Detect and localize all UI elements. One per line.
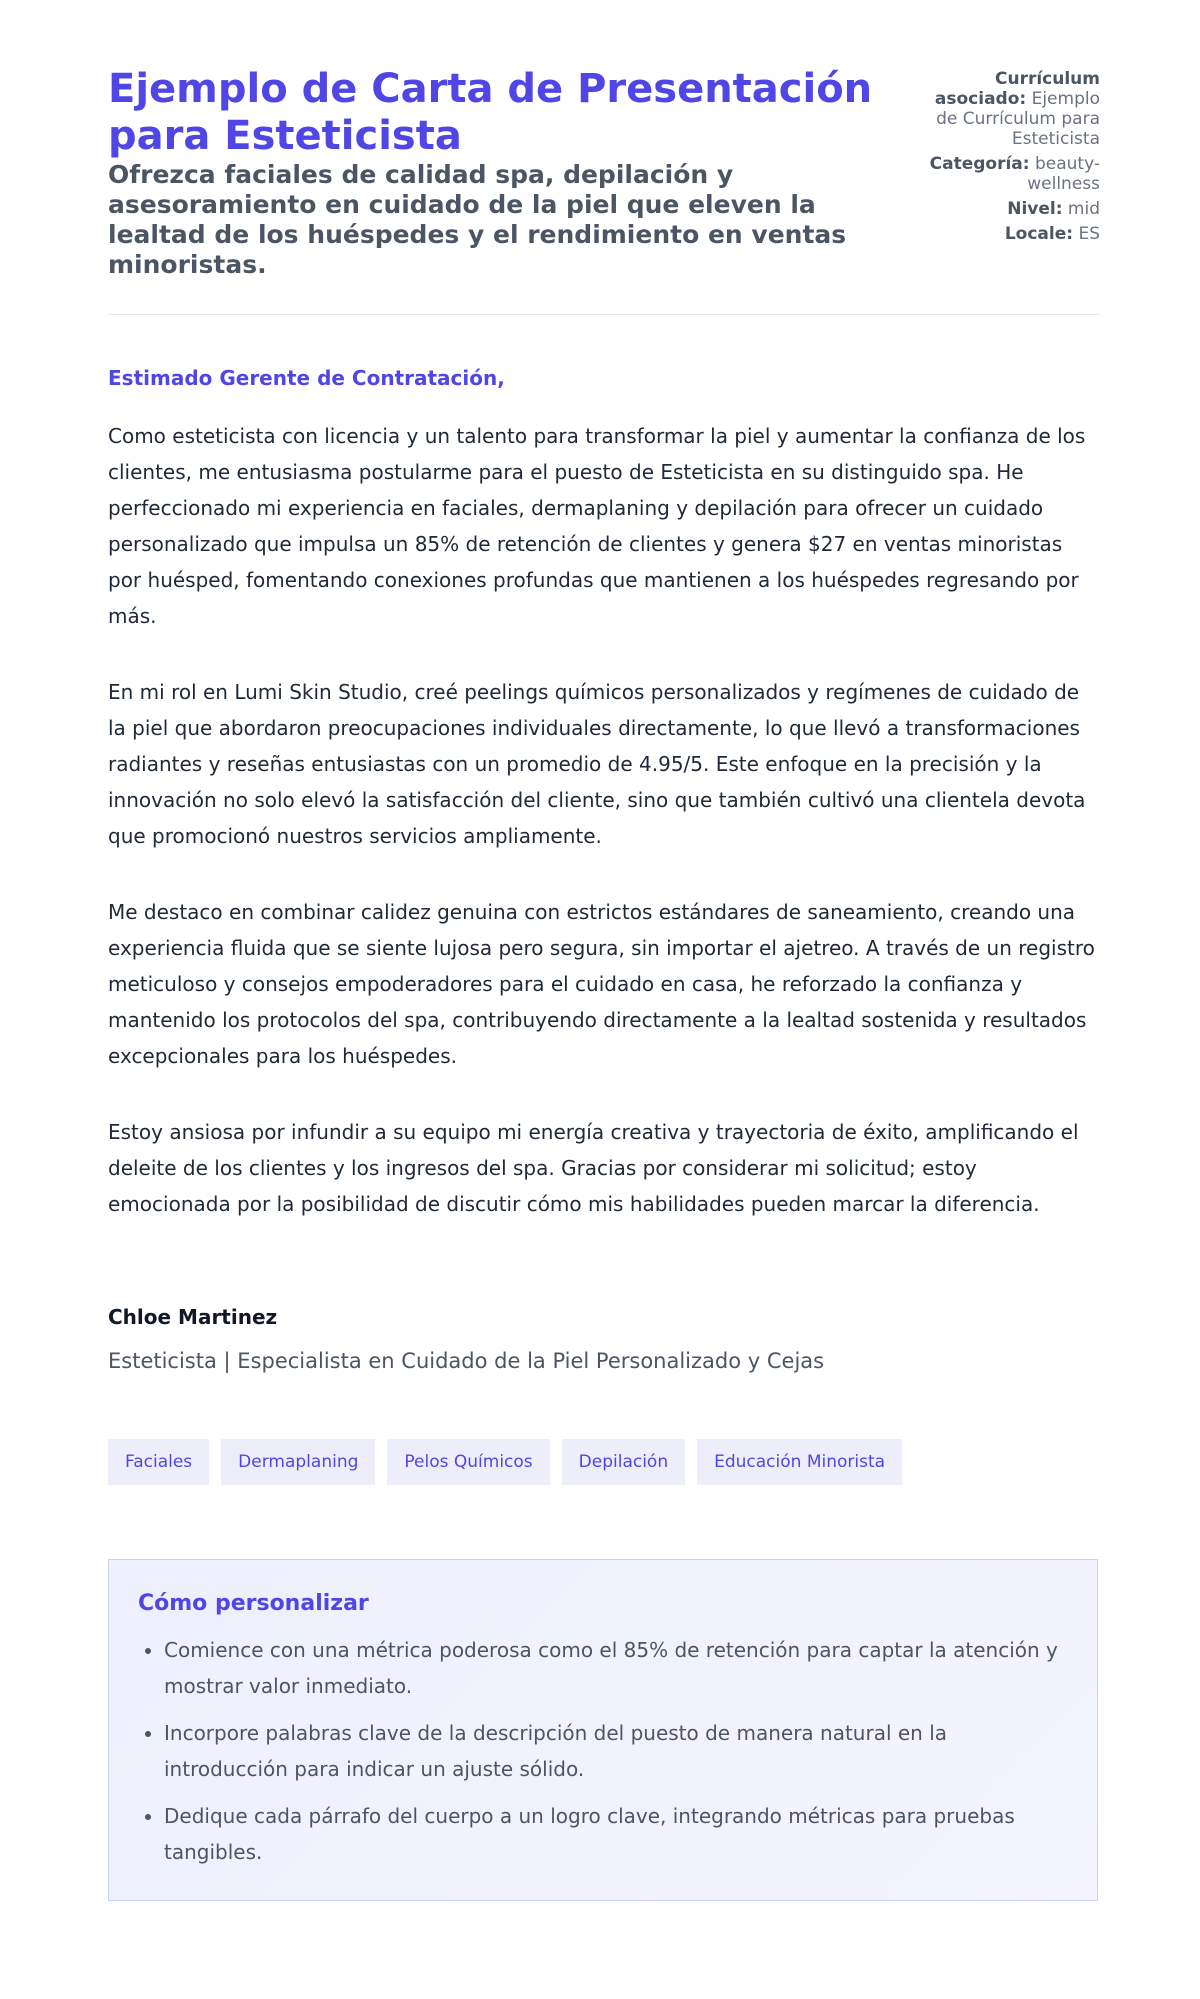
- letter-paragraph: En mi rol en Lumi Skin Studio, creé peelings químicos personalizados y regímenes de cuidado de la piel que abordaron preocupaciones individuales directamente, lo que llevó a transformaciones radiantes y reseñas entusiastas con un promedio de 4.95/5. Este enfoque en la precisión y la innovación no solo elevó la satisfacción del cliente, sino que también cultivó una clientela devota que promocionó nuestros servicios ampliamente.: [108, 680, 1086, 848]
- letter-paragraph: Como esteticista con licencia y un talento para transformar la piel y aumentar la confianza de los clientes, me entusiasma postularme para el puesto de Esteticista en su distinguido spa. He perfeccionado mi experiencia en faciales, dermaplaning y depilación para ofrecer un cuidado personalizado que impulsa un 85% de retención de clientes y genera $27 en ventas minoristas por huésped, fomentando conexiones profundas que mantienen a los huéspedes regresando por más.: [108, 424, 1086, 628]
- tips-list: [138, 1632, 1069, 1870]
- header-titles: [108, 66, 888, 280]
- tips-title: Cómo personalizar: [138, 1591, 369, 1616]
- skill-tag: Dermaplaning: [221, 1439, 375, 1485]
- letter-paragraph: Me destaco en combinar calidez genuina con estrictos estándares de saneamiento, creando una experiencia fluida que se siente lujosa pero segura, sin importar el ajetreo. A través de un registro meticuloso y consejos empoderadores para el cuidado en casa, he reforzado la confianza y mantenido los protocolos del spa, contribuyendo directamente a la lealtad sostenida y resultados excepcionales para los huéspedes.: [108, 900, 1095, 1068]
- meta-locale-key: Locale:: [1004, 224, 1074, 244]
- tip-item: • Incorpore palabras clave de la descripción del puesto de manera natural en la introducción para indicar un ajuste sólido.: [164, 1715, 1069, 1787]
- cover-letter-page: [108, 66, 1100, 1901]
- meta-resume-value: Ejemplo de Currículum para Esteticista: [936, 89, 1100, 149]
- tip-item: • Comience con una métrica poderosa como el 85% de retención para captar la atención y mostrar valor inmediato.: [164, 1632, 1069, 1704]
- meta-level-key: Nivel:: [1007, 199, 1063, 219]
- skill-tag: Pelos Químicos: [387, 1439, 549, 1485]
- meta-level: [910, 199, 1100, 219]
- letter-greeting: Estimado Gerente de Contratación,: [108, 366, 505, 390]
- page-title: Ejemplo de Carta de Presentación para Esteticista: [108, 66, 873, 159]
- signature-name: Chloe Martinez: [108, 1305, 278, 1329]
- skill-tag: Educación Minorista: [697, 1439, 902, 1485]
- customization-tips: [108, 1559, 1098, 1901]
- meta-category-value: beauty-wellness: [1027, 154, 1100, 194]
- skill-tags: [108, 1439, 1100, 1485]
- meta-category-key: Categoría:: [929, 154, 1030, 174]
- page-subtitle: Ofrezca faciales de calidad spa, depilación y asesoramiento en cuidado de la piel que eleven la lealtad de los huéspedes y el rendimiento en ventas minoristas.: [108, 160, 847, 279]
- meta-locale: [910, 224, 1100, 244]
- letter-paragraph: Estoy ansiosa por infundir a su equipo mi energía creativa y trayectoria de éxito, amplificando el deleite de los clientes y los ingresos del spa. Gracias por considerar mi solicitud; estoy emocionada por la posibilidad de discutir cómo mis habilidades pueden marcar la diferencia.: [108, 1120, 1079, 1216]
- meta-resume: [910, 69, 1100, 149]
- page-header: [108, 66, 1100, 315]
- meta-panel: [910, 66, 1100, 249]
- meta-locale-value: ES: [1078, 224, 1100, 244]
- tip-item: • Dedique cada párrafo del cuerpo a un logro clave, integrando métricas para pruebas tangibles.: [164, 1798, 1069, 1870]
- meta-level-value: mid: [1067, 199, 1100, 219]
- signature-title: Esteticista | Especialista en Cuidado de la Piel Personalizado y Cejas: [108, 1349, 825, 1373]
- skill-tag: Depilación: [562, 1439, 685, 1485]
- meta-resume-key: Currículum asociado:: [934, 69, 1100, 109]
- skill-tag: Faciales: [108, 1439, 209, 1485]
- meta-category: [910, 154, 1100, 194]
